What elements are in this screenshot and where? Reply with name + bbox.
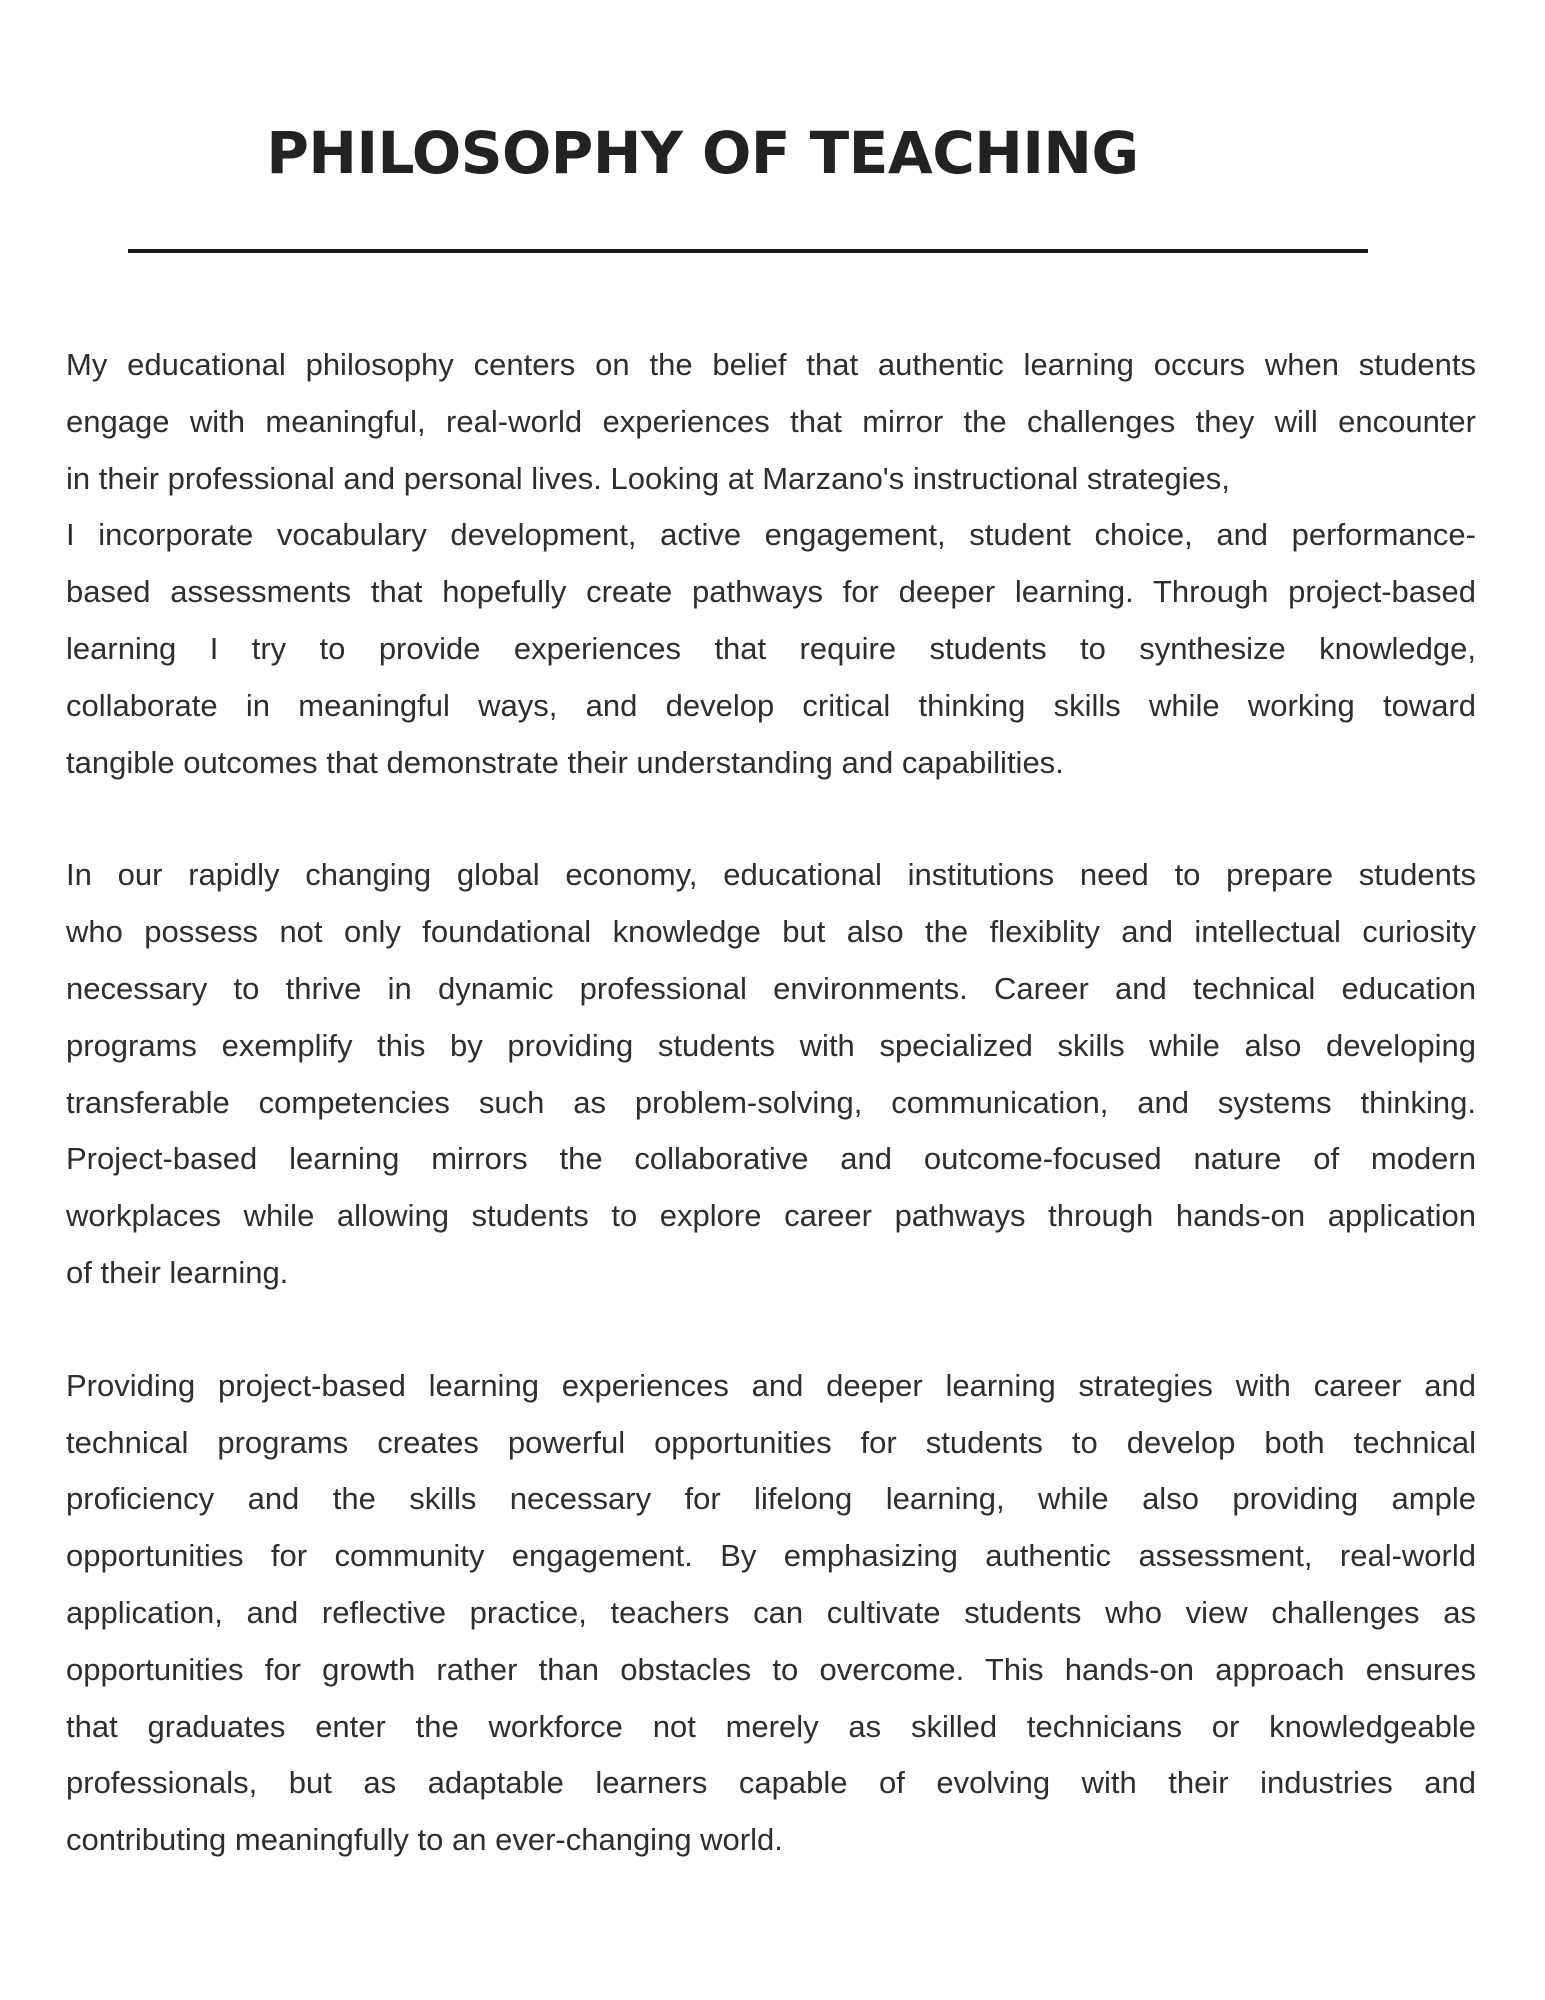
text-line: that graduates enter the workforce not merely as skilled technicians or knowledgeable [66, 1708, 1476, 1744]
paragraph-1 [66, 337, 1476, 791]
paragraph-3 [66, 1358, 1476, 1869]
text-line: application, and reflective practice, teachers can cultivate students who view challenges as [66, 1594, 1476, 1630]
text-line: proficiency and the skills necessary for lifelong learning, while also providing ample [66, 1481, 1476, 1517]
text-line: transferable competencies such as problem-solving, communication, and systems thinking. [66, 1084, 1476, 1120]
text-line: Providing project-based learning experiences and deeper learning strategies with career and [66, 1367, 1476, 1403]
text-line: My educational philosophy centers on the belief that authentic learning occurs when students [66, 347, 1476, 382]
text-line: engage with meaningful, real-world experiences that mirror the challenges they will encounter [66, 403, 1476, 439]
document-body [66, 337, 1476, 1925]
text-line: collaborate in meaningful ways, and develop critical thinking skills while working toward [66, 687, 1476, 723]
title-divider [128, 249, 1368, 253]
text-line: professionals, but as adaptable learners capable of evolving with their industries and [66, 1765, 1476, 1801]
text-line: programs exemplify this by providing students with specialized skills while also developing [66, 1027, 1476, 1063]
text-line: I incorporate vocabulary development, active engagement, student choice, and performance- [66, 517, 1476, 553]
text-line: contributing meaningfully to an ever-changing world. [66, 1822, 783, 1858]
text-line: opportunities for community engagement. By emphasizing authentic assessment, real-world [66, 1538, 1476, 1574]
text-line: In our rapidly changing global economy, educational institutions need to prepare students [66, 857, 1476, 893]
text-line: learning I try to provide experiences that require students to synthesize knowledge, [66, 630, 1476, 666]
text-line: opportunities for growth rather than obstacles to overcome. This hands-on approach ensures [66, 1651, 1476, 1687]
text-line: in their professional and personal lives. Looking at Marzano's instructional strategies, [66, 460, 1230, 496]
text-line: Project-based learning mirrors the collaborative and outcome-focused nature of modern [66, 1141, 1476, 1177]
text-line: based assessments that hopefully create pathways for deeper learning. Through project-based [66, 574, 1476, 610]
page-title: PHILOSOPHY OF TEACHING [266, 119, 1139, 187]
text-line: tangible outcomes that demonstrate their understanding and capabilities. [66, 744, 1064, 780]
text-line: necessary to thrive in dynamic professional environments. Career and technical education [66, 970, 1476, 1006]
text-line: of their learning. [66, 1254, 289, 1290]
paragraph-2 [66, 847, 1476, 1301]
text-line: who possess not only foundational knowledge but also the flexiblity and intellectual curiosity [66, 914, 1476, 950]
text-line: technical programs creates powerful opportunities for students to develop both technical [66, 1424, 1476, 1460]
text-line: workplaces while allowing students to explore career pathways through hands-on application [66, 1198, 1476, 1234]
